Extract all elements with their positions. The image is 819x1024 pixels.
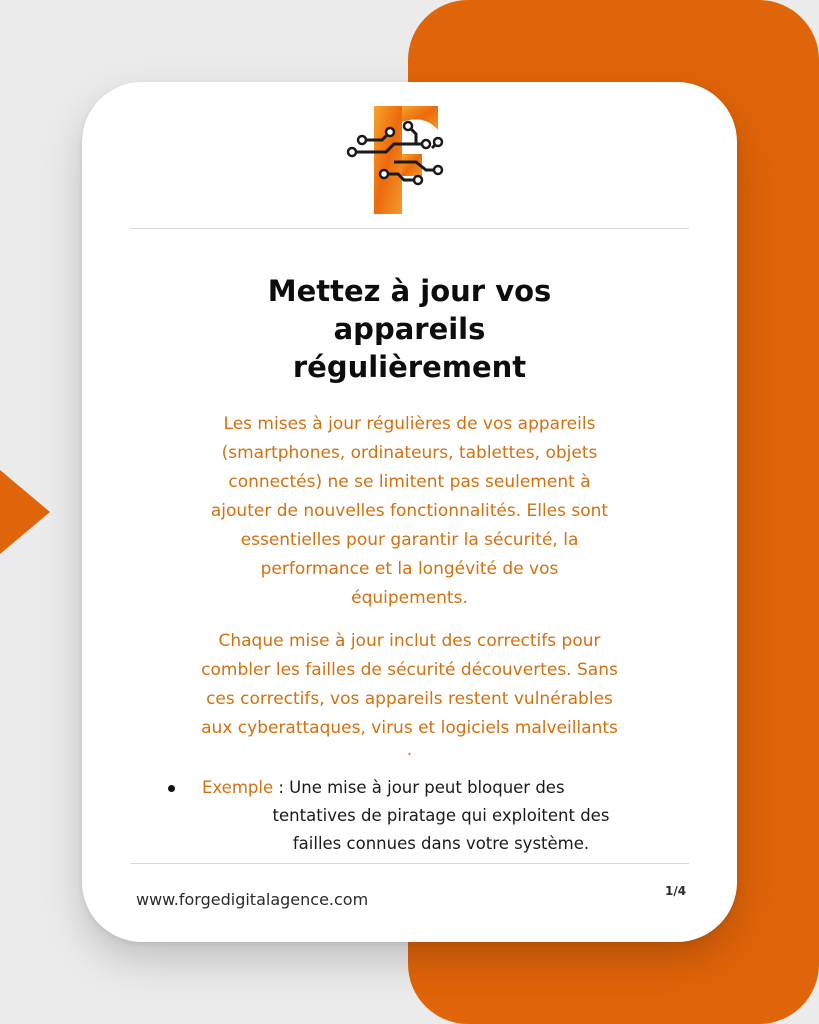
example-label: Exemple [202, 778, 274, 797]
security-paragraph: Chaque mise à jour inclut des correctifs pour combler les failles de sécurité découvertes. Sans ces correctifs, vos appareils restent vulnérables aux cyberattaques, virus et logiciels malveillants . [201, 631, 618, 760]
bullet-dot-icon [168, 785, 175, 792]
bottom-divider [130, 863, 689, 864]
top-divider [130, 228, 689, 229]
example-text: Exemple : Une mise à jour peut bloquer des tentatives de piratage qui exploitent des failles connues dans votre système. [202, 778, 610, 853]
example-bullet [160, 774, 680, 858]
intro-paragraph: Les mises à jour régulières de vos appareils (smartphones, ordinateurs, tablettes, objets connectés) ne se limitent pas seulement à ajouter de nouvelles fonctionnalités. Elles sont essentielles pour garantir la sécurité, la performance et la longévité de vos équipements. [210, 414, 609, 608]
forge-digital-logo-icon [346, 100, 450, 218]
page-number: 1/4 [665, 884, 687, 898]
website-url[interactable]: www.forgedigitalagence.com [136, 890, 369, 909]
next-arrow-icon[interactable] [0, 470, 50, 554]
page-title: Mettez à jour vos appareils régulièrement [267, 274, 552, 384]
content-card [82, 82, 737, 942]
